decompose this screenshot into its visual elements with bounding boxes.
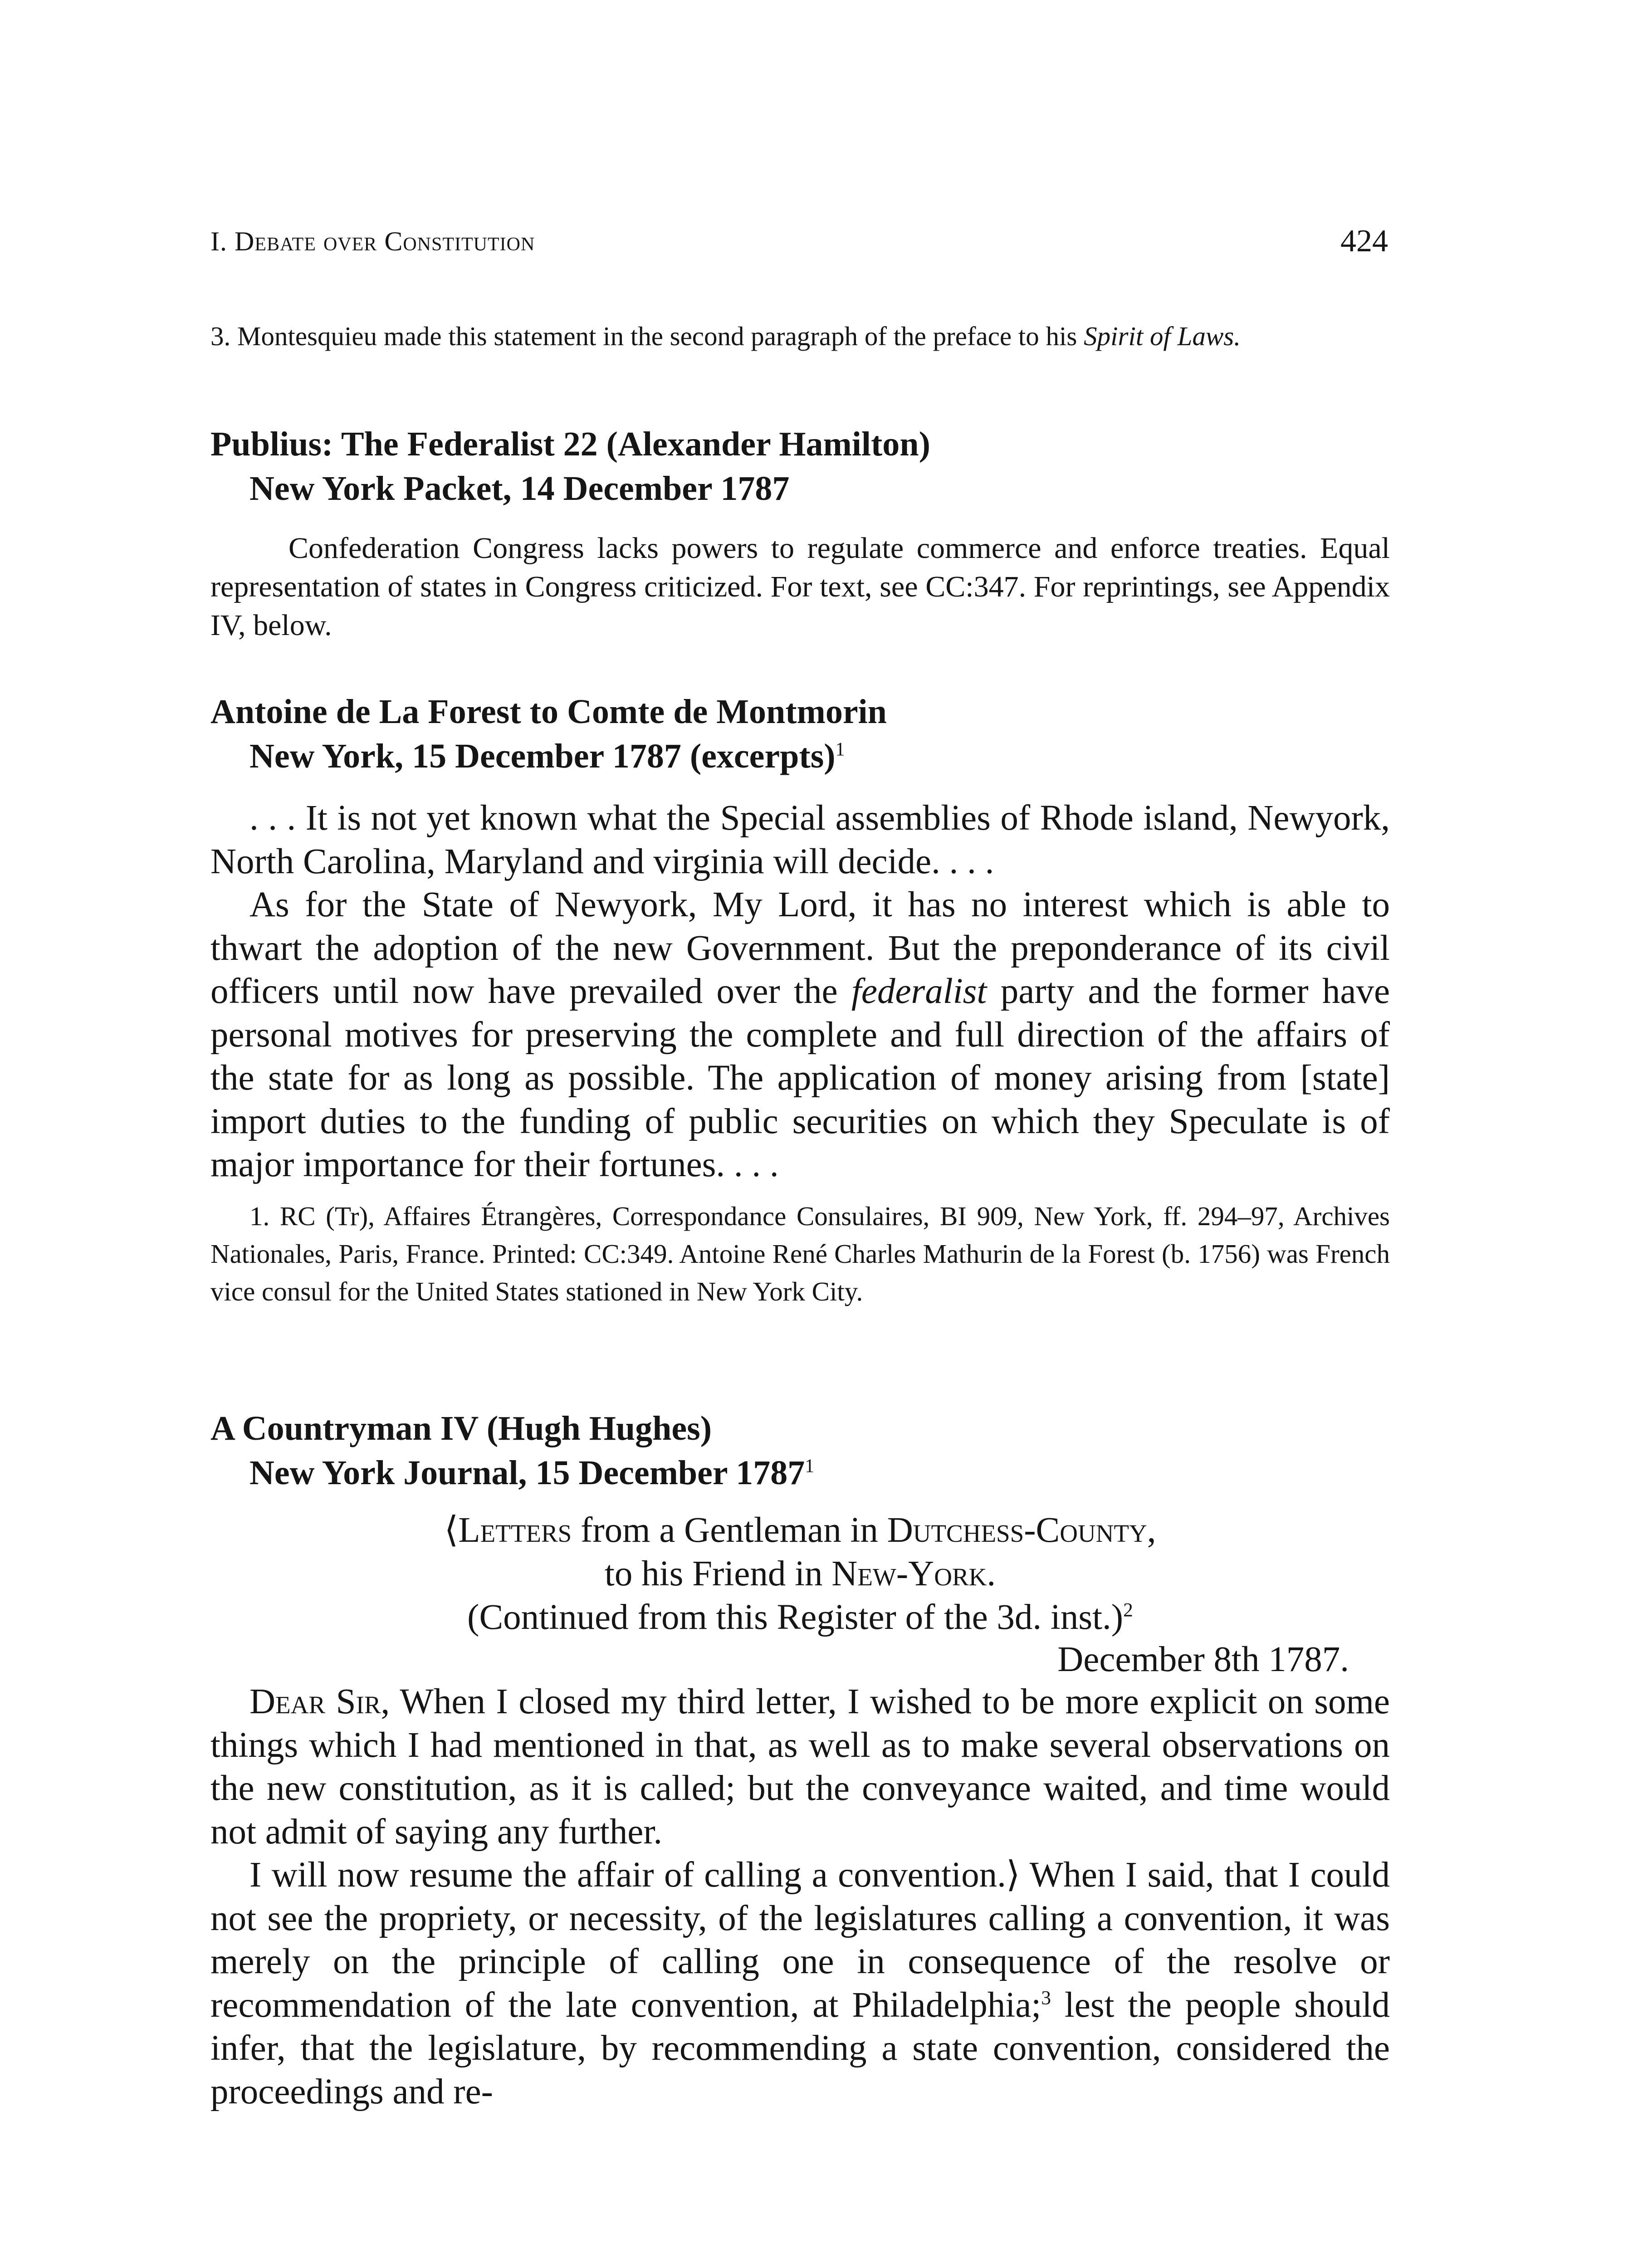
section-3-paragraph-1-text: , When I closed my third letter, I wished to be more explicit on some things which I had mentioned in that, as well as to make several observations on the new constitution, as it is called; but the conveyance waited, and time would not admit of saying any further. (210, 1682, 1390, 1852)
section-3-title: A Countryman IV (Hugh Hughes) (210, 1409, 712, 1447)
section-3-paragraph-1 (210, 1680, 1390, 1853)
section-federalist-22 (210, 422, 1390, 645)
section-3-paragraph-2-start: I will now resume the affair of calling a convention.⟩ When I said, that I could not see the propriety, or necessity, of the legislatures calling a convention, it was merely on the principle of calling one in consequence of the resolve or recommendation of the late convention, at Philadelphia; (210, 1855, 1390, 2025)
section-1-subtitle: New York Packet, 14 December 1787 (249, 469, 790, 508)
running-head-word-1: Debate (234, 226, 316, 256)
caption-line-2 (210, 1552, 1390, 1596)
section-2-footnote-1: 1. RC (Tr), Affaires Étrangères, Correspondance Consulaires, BI 909, New York, ff. 294–97, Archives Nationales, Paris, France. Printed: CC:349. Antoine René Charles Mathurin de la Forest (b. 1756) was French vice consul for the United States stationed in New York City. (210, 1201, 1390, 1306)
section-2-subtitle-text: New York, 15 December 1787 (excerpts) (249, 737, 836, 775)
caption-new-york: New-York (831, 1554, 987, 1593)
section-3-body (210, 1680, 1390, 2113)
letter-caption (210, 1509, 1390, 1639)
section-1-summary: Confederation Congress lacks powers to regulate commerce and enforce treaties. Equal representation of states in Congress criticized. For text, see CC:347. For reprintings, see Appendix IV, below. (210, 532, 1390, 642)
footnote-3-work-title: Spirit of Laws. (1084, 321, 1241, 351)
section-countryman-iv (210, 1406, 1390, 2113)
section-2-footnote-marker: 1 (835, 739, 845, 760)
carryover-footnote (210, 318, 1388, 355)
section-2-paragraph-1: . . . It is not yet known what the Special assemblies of Rhode island, Newyork, North Carolina, Maryland and virginia will decide. . . . (210, 798, 1390, 881)
caption-to-friend: to his Friend in (604, 1554, 823, 1593)
caption-from-gentleman: from a Gentleman in (581, 1510, 878, 1550)
caption-county: Dutchess-County (887, 1510, 1147, 1550)
section-3-subtitle (210, 1451, 1390, 1495)
salutation: Dear Sir (249, 1682, 381, 1721)
caption-comma: , (1147, 1510, 1156, 1550)
page-number: 424 (1340, 224, 1388, 259)
section-3-footnote-marker: 1 (805, 1456, 815, 1477)
caption-line-3 (210, 1596, 1390, 1639)
section-3-paragraph-2-marker: 3 (1041, 1987, 1051, 2009)
section-1-title: Publius: The Federalist 22 (Alexander Hamilton) (210, 425, 930, 463)
caption-footnote-marker: 2 (1123, 1599, 1133, 1621)
caption-open-bracket: ⟨ (444, 1510, 459, 1550)
caption-continued: (Continued from this Register of the 3d. inst.) (467, 1598, 1124, 1637)
section-2-paragraph-2-end: party and the former have personal motives for preserving the complete and full direction of the affairs of the state for as long as possible. The application of money arising from [state] import duties to the funding of public securities on which they Speculate is of major importance for their fortunes. . . . (210, 972, 1390, 1184)
caption-letters: Letters (458, 1510, 572, 1550)
section-3-paragraph-2-end: lest the people should infer, that the legislature, by recommending a state convention, considered the proceedings and re- (210, 1985, 1390, 2112)
section-2-paragraph-2 (210, 883, 1390, 1187)
running-head (210, 226, 535, 257)
running-head-roman: I. (210, 226, 227, 256)
caption-line-1 (210, 1509, 1390, 1552)
section-3-subtitle-text: New York Journal, 15 December 1787 (249, 1454, 805, 1492)
section-2-paragraph-2-italic: federalist (851, 972, 987, 1011)
section-la-forest-letter (210, 689, 1390, 1310)
caption-period: . (987, 1554, 996, 1593)
footnote-3-text: 3. Montesquieu made this statement in the second paragraph of the preface to his (210, 321, 1077, 351)
section-2-paragraph-2-start: As for the State of Newyork, My Lord, it has no interest which is able to thwart the adoption of the new Government. But the preponderance of its civil officers until now have prevailed over the (210, 885, 1390, 1011)
section-2-subtitle (210, 734, 1390, 778)
section-2-title: Antoine de La Forest to Comte de Montmorin (210, 693, 887, 731)
running-head-word-3: Constitution (384, 226, 535, 256)
section-3-paragraph-2 (210, 1853, 1390, 2113)
letter-dateline: December 8th 1787. (1057, 1640, 1349, 1679)
running-head-word-2: over (323, 226, 377, 256)
section-2-body (210, 797, 1390, 1187)
